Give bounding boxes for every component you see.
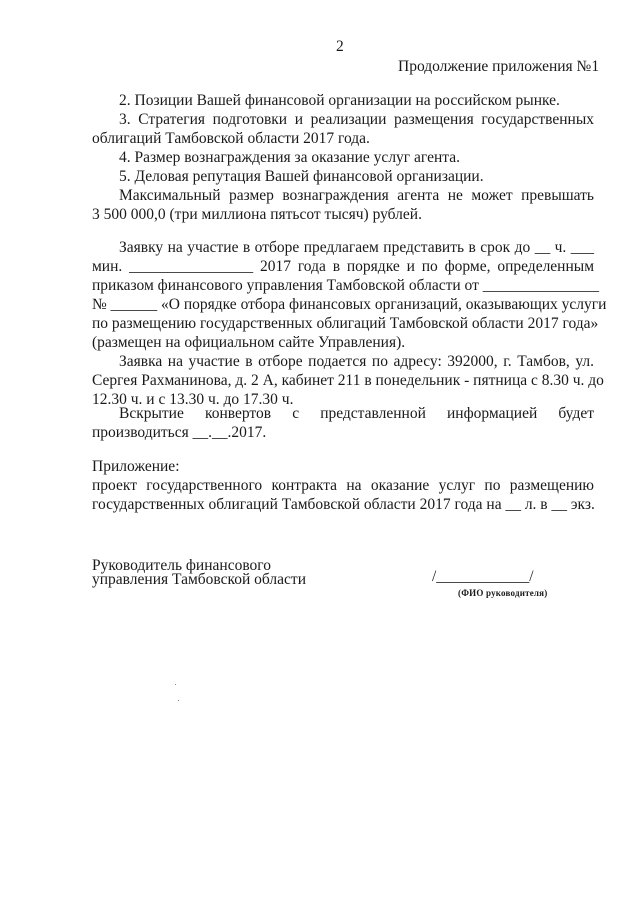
- criteria-item-2: 2. Позиции Вашей финансовой организации на российском рынке.: [119, 92, 560, 109]
- signature-caption: (ФИО руководителя): [458, 588, 548, 598]
- max-fee-line-1: Максимальный размер вознаграждения агента не может превышать: [119, 187, 594, 204]
- criteria-item-3-line-1: 3. Стратегия подготовки и реализации размещения государственных: [119, 111, 594, 128]
- criteria-item-5: 5. Деловая репутация Вашей финансовой организации.: [119, 168, 484, 185]
- scan-speck: [175, 684, 176, 685]
- max-fee-line-2: 3 500 000,0 (три миллиона пятьсот тысяч) рублей.: [92, 206, 422, 223]
- scan-speck: [178, 700, 179, 701]
- attachment-heading: Приложение:: [92, 458, 180, 475]
- address-line-3: 12.30 ч. и с 13.30 ч. до 17.30 ч.: [92, 391, 294, 408]
- attachment-line-1: проект государственного контракта на оказание услуг по размещению: [92, 477, 594, 494]
- criteria-item-3-line-2: облигаций Тамбовской области 2017 года.: [92, 130, 370, 147]
- address-line-1: Заявка на участие в отборе подается по адресу: 392000, г. Тамбов, ул.: [119, 353, 594, 370]
- submission-line-3: приказом финансового управления Тамбовской области от _______________: [92, 277, 599, 294]
- submission-line-1: Заявку на участие в отборе предлагаем представить в срок до __ ч. ___: [119, 239, 594, 256]
- opening-line-2: производиться __.__.2017.: [92, 424, 267, 441]
- attachment-line-2: государственных облигаций Тамбовской области 2017 года на __ л. в __ экз.: [92, 496, 595, 513]
- opening-line-1: Вскрытие конвертов с представленной информацией будет: [119, 405, 594, 422]
- signer-title-line-2: управления Тамбовской области: [92, 571, 306, 588]
- signature-blank: /____________/: [432, 568, 534, 585]
- header-note: Продолжение приложения №1: [398, 58, 600, 75]
- page-number: 2: [336, 38, 344, 55]
- address-line-2: Сергея Рахманинова, д. 2 А, кабинет 211 в понедельник - пятница с 8.30 ч. до: [92, 372, 604, 389]
- submission-line-5: по размещению государственных облигаций Тамбовской области 2017 года»: [92, 315, 599, 332]
- submission-line-4: № ______ «О порядке отбора финансовых организаций, оказывающих услуги: [92, 296, 607, 313]
- signer-title-line-1: Руководитель финансового: [92, 557, 272, 574]
- submission-line-6: (размещен на официальном сайте Управления).: [92, 334, 406, 351]
- criteria-item-4: 4. Размер вознаграждения за оказание услуг агента.: [119, 149, 460, 166]
- submission-line-2: мин. ________________ 2017 года в порядке и по форме, определенным: [92, 258, 594, 275]
